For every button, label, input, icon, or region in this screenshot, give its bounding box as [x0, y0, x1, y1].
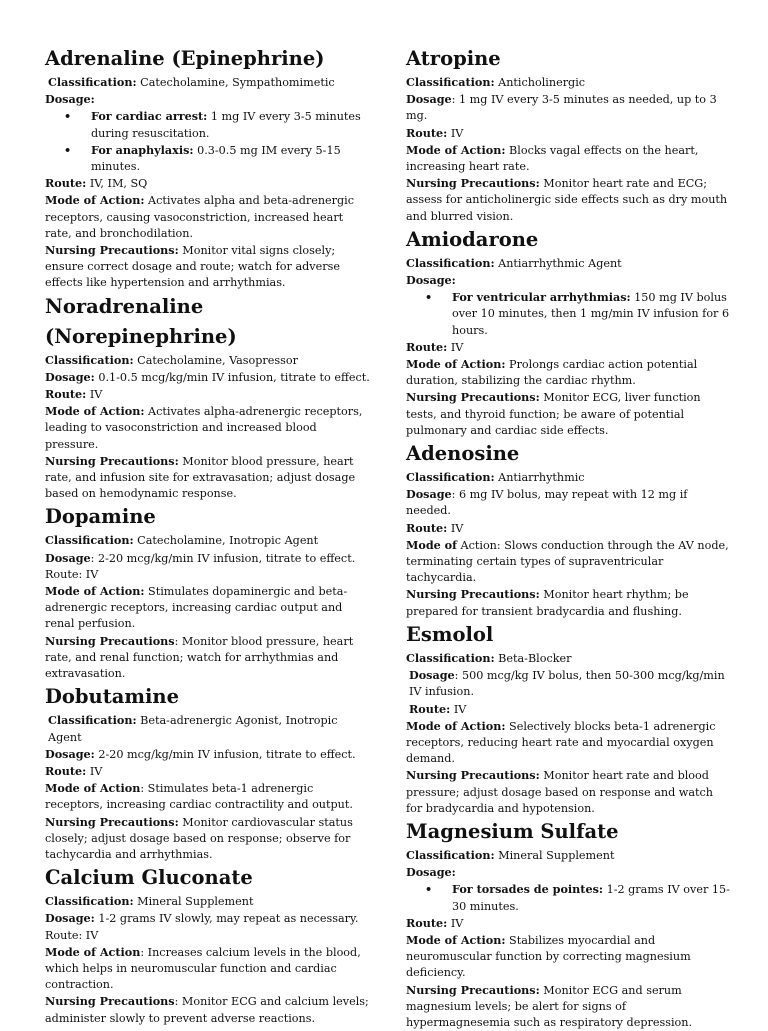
field-label: Route:: [45, 763, 87, 778]
field-label: Mode of Action: [45, 944, 141, 959]
drug-title: Calcium Gluconate: [45, 866, 253, 890]
field-value: : 500 mcg/kg IV bolus, then 50-300 mcg/kg/min IV infusion.: [409, 669, 725, 699]
field-label: Route:: [406, 520, 448, 535]
dose-label: For torsades de pointes:: [452, 882, 604, 897]
drug-info-line: [406, 650, 731, 667]
field-label: Classification:: [48, 75, 137, 89]
field-label: Mode of Action:: [45, 584, 145, 599]
field-label: Dosage:: [45, 911, 95, 926]
field-label: Dosage:: [406, 273, 456, 288]
field-label: Mode of Action:: [406, 357, 506, 372]
field-label: Mode of: [406, 537, 457, 552]
drug-section-magnesium-sulfate: [406, 817, 731, 1031]
drug-info-line: [406, 469, 731, 486]
dose-value: 1-2 grams IV over 15-30 minutes.: [452, 883, 730, 913]
drug-info-line: [45, 242, 370, 292]
drug-title: Esmolol: [406, 622, 494, 646]
field-value: Prolongs cardiac action potential duration, stabilizing the cardiac rhythm.: [406, 358, 698, 388]
field-label: Dosage: [406, 487, 452, 502]
field-value: Monitor heart rhythm; be prepared for transient bradycardia and flushing.: [406, 588, 689, 618]
field-label: Route:: [45, 387, 87, 402]
field-value: Selectively blocks beta-1 adrenergic receptors, reducing heart rate and myocardial oxygen demand.: [406, 719, 716, 766]
field-label: Nursing Precautions:: [406, 390, 540, 405]
drug-title: Adenosine: [406, 442, 520, 466]
field-value: Monitor vital signs closely; ensure correct dosage and route; watch for adverse effects like hypertension and arrhythmias.: [45, 244, 340, 290]
right-column: [406, 44, 731, 1031]
field-label: Classification:: [45, 533, 134, 548]
field-value: Monitor heart rate and blood pressure; adjust dosage based on response and watch for bradycardia and hypotension.: [406, 769, 714, 815]
drug-section-esmolol: [406, 620, 731, 817]
drug-info-line: [45, 386, 370, 403]
field-label: Dosage:: [45, 746, 95, 761]
drug-info-line: [45, 550, 370, 567]
drug-info-line: [45, 712, 370, 745]
drug-info-line: [406, 667, 731, 700]
field-label: Classification:: [406, 255, 495, 270]
field-label: Classification:: [406, 847, 495, 862]
bullet-icon: •: [64, 109, 72, 124]
field-label: Nursing Precautions:: [406, 768, 540, 783]
field-value: IV: [86, 764, 103, 778]
field-label: Dosage:: [406, 865, 456, 880]
drug-section-dobutamine: [45, 682, 370, 863]
left-column: [45, 44, 370, 1027]
field-label: Mode of Action:: [406, 718, 506, 733]
field-value: : Stimulates beta-1 adrenergic receptors, increasing cardiac contractility and output.: [45, 782, 353, 812]
dosage-list: [406, 289, 731, 339]
field-label: Nursing Precautions:: [406, 176, 540, 191]
drug-section-atropine: [406, 44, 731, 225]
drug-title: Dobutamine: [45, 685, 179, 709]
drug-section-adrenaline-epinephrine: [45, 44, 370, 292]
drug-info-line: [45, 746, 370, 763]
field-value: IV, IM, SQ: [86, 177, 148, 191]
field-value: IV: [447, 126, 464, 140]
drug-info-line: [406, 847, 731, 864]
dose-label: For cardiac arrest:: [91, 109, 208, 124]
field-value: Antiarrhythmic Agent: [494, 256, 622, 270]
drug-title: Adrenaline (Epinephrine): [45, 47, 325, 70]
drug-info-line: [45, 74, 370, 91]
dose-label: For ventricular arrhythmias:: [452, 290, 631, 305]
bullet-icon: •: [425, 882, 433, 897]
drug-info-line: [406, 339, 731, 356]
dosage-list-item: [406, 289, 731, 339]
drug-title: Magnesium Sulfate: [406, 819, 619, 843]
field-label: Classification:: [406, 470, 495, 485]
drug-info-line: [406, 389, 731, 439]
field-label: Mode of Action:: [406, 142, 506, 157]
field-value: Blocks vagal effects on the heart, increasing heart rate.: [406, 143, 699, 174]
drug-info-line: [406, 864, 731, 881]
field-label: Route:: [45, 176, 87, 191]
field-label: Dosage: [406, 92, 452, 107]
drug-info-line: [45, 633, 370, 683]
field-value: IV: [447, 521, 464, 535]
drug-title: Dopamine: [45, 505, 156, 529]
field-label: Route:: [406, 125, 448, 140]
field-label: Dosage: [409, 668, 455, 683]
drug-info-line: [45, 763, 370, 780]
drug-info-line: [45, 192, 370, 242]
drug-info-line: [45, 893, 370, 910]
drug-section-dopamine: [45, 502, 370, 682]
field-value: Catecholamine, Inotropic Agent: [133, 534, 319, 548]
drug-info-line: [406, 255, 731, 272]
drug-info-line: [45, 944, 370, 994]
field-label: Dosage:: [45, 369, 95, 384]
dose-value: 1 mg IV every 3-5 minutes during resuscitation.: [91, 110, 361, 140]
drug-info-line: [45, 814, 370, 864]
field-label: Classification:: [45, 352, 134, 367]
field-value: : Increases calcium levels in the blood, which helps in neuromuscular function and cardiac contraction.: [45, 945, 361, 992]
field-value: Activates alpha-adrenergic receptors, leading to vasoconstriction and increased blood pressure.: [45, 405, 363, 451]
field-label: Route:: [406, 339, 448, 354]
drug-section-amiodarone: [406, 225, 731, 439]
field-value: Beta-adrenergic Agonist, Inotropic Agent: [48, 714, 338, 744]
field-value: Monitor ECG, liver function tests, and thyroid function; be aware of potential pulmonary and cardiac side effects.: [406, 391, 701, 437]
drug-info-line: [45, 910, 370, 927]
field-label: Mode of Action: [45, 781, 141, 796]
drug-section-calcium-gluconate: [45, 863, 370, 1027]
bullet-icon: •: [425, 290, 433, 305]
field-value: Mineral Supplement: [133, 895, 254, 909]
field-value: IV: [450, 702, 467, 716]
drug-info-line: [45, 403, 370, 453]
dose-label: For anaphylaxis:: [91, 142, 194, 157]
field-label: Nursing Precautions:: [45, 453, 179, 468]
field-label: Route:: [409, 701, 451, 716]
field-value: IV: [447, 916, 464, 930]
field-value: 2-20 mcg/kg/min IV infusion, titrate to effect.: [94, 747, 356, 761]
field-value: : Monitor blood pressure, heart rate, and renal function; watch for arrhythmias and extravasation.: [45, 634, 354, 681]
dose-value: 150 mg IV bolus over 10 minutes, then 1 mg/min IV infusion for 6 hours.: [452, 291, 730, 337]
field-value: Monitor heart rate and ECG; assess for anticholinergic side effects such as dry mouth and blurred vision.: [406, 177, 728, 223]
drug-info-line: [45, 780, 370, 813]
drug-info-line: [45, 352, 370, 369]
drug-info-line: [406, 932, 731, 982]
field-label: Dosage:: [45, 92, 95, 107]
drug-info-line: [406, 272, 731, 289]
field-value: : 6 mg IV bolus, may repeat with 12 mg if needed.: [406, 488, 688, 518]
field-value: Monitor cardiovascular status closely; adjust dosage based on response; observe for tachycardia and arrhythmias.: [45, 815, 353, 861]
dosage-list-item: [406, 881, 731, 914]
field-value: Monitor blood pressure, heart rate, and infusion site for extravasation; adjust dosage based on hemodynamic response.: [45, 454, 356, 501]
field-value: : Monitor ECG and calcium levels; administer slowly to prevent adverse reactions.: [45, 995, 369, 1025]
field-value: Catecholamine, Vasopressor: [133, 353, 298, 367]
field-label: Classification:: [45, 894, 134, 909]
drug-info-line: [406, 767, 731, 817]
drug-title: Atropine: [406, 47, 501, 70]
drug-info-line: [406, 125, 731, 142]
field-label: Classification:: [48, 713, 137, 728]
field-label: Mode of Action:: [45, 404, 145, 419]
field-value: 0.1-0.5 mcg/kg/min IV infusion, titrate to effect.: [94, 370, 370, 384]
field-value: Activates alpha and beta-adrenergic receptors, causing vasoconstriction, increased heart rate, and bronchodilation.: [45, 194, 355, 240]
field-label: Nursing Precautions:: [406, 982, 540, 997]
drug-info-line: [406, 520, 731, 537]
drug-info-line: [406, 486, 731, 519]
field-value: IV: [86, 388, 103, 402]
drug-title: Amiodarone: [406, 227, 539, 251]
field-value: Antiarrhythmic: [494, 471, 585, 485]
drug-info-line: [406, 718, 731, 768]
drug-info-line: [45, 928, 370, 944]
field-value: : 2-20 mcg/kg/min IV infusion, titrate to effect.: [90, 551, 356, 565]
drug-info-line: [45, 993, 370, 1026]
field-value: Catecholamine, Sympathomimetic: [136, 76, 335, 89]
drug-info-line: [406, 701, 731, 718]
dosage-list: [45, 108, 370, 175]
field-value: Route: IV: [45, 928, 99, 942]
field-value: Stimulates dopaminergic and beta-adrenergic receptors, increasing cardiac output and renal perfusion.: [45, 585, 348, 631]
field-label: Classification:: [406, 650, 495, 665]
drug-info-line: [45, 567, 370, 583]
field-value: Mineral Supplement: [494, 848, 615, 862]
drug-section-adenosine: [406, 439, 731, 620]
field-label: Nursing Precautions:: [45, 243, 179, 258]
field-label: Dosage: [45, 550, 91, 565]
drug-info-line: [406, 356, 731, 389]
dose-value: 0.3-0.5 mg IM every 5-15 minutes.: [91, 143, 341, 174]
field-label: Route:: [406, 915, 448, 930]
field-value: Stabilizes myocardial and neuromuscular function by correcting magnesium deficiency.: [406, 933, 691, 980]
drug-info-line: [406, 91, 731, 124]
drug-info-line: [45, 453, 370, 503]
dosage-list-item: [45, 108, 370, 141]
drug-info-line: [45, 532, 370, 549]
field-value: Route: IV: [45, 567, 99, 581]
field-value: 1-2 grams IV slowly, may repeat as necessary.: [94, 912, 359, 926]
bullet-icon: •: [64, 142, 72, 157]
field-value: Monitor ECG and serum magnesium levels; be alert for signs of hypermagnesemia such as respiratory depression.: [406, 983, 693, 1029]
drug-info-line: [406, 915, 731, 932]
drug-info-line: [406, 586, 731, 619]
drug-section-noradrenaline-norepinephrine: [45, 292, 370, 503]
drug-info-line: [45, 583, 370, 633]
drug-info-line: [406, 175, 731, 225]
field-label: Nursing Precautions: [45, 633, 175, 648]
field-label: Nursing Precautions:: [406, 587, 540, 602]
field-label: Nursing Precautions: [45, 994, 175, 1009]
dosage-list: [406, 881, 731, 914]
drug-info-line: [45, 175, 370, 192]
field-value: Beta-Blocker: [494, 651, 572, 665]
field-value: IV: [447, 340, 464, 354]
field-value: : 1 mg IV every 3-5 minutes as needed, up to 3 mg.: [406, 93, 717, 123]
field-value: Action: Slows conduction through the AV node, terminating certain types of supraventricular tachycardia.: [406, 538, 729, 585]
drug-info-line: [45, 369, 370, 386]
field-value: Anticholinergic: [494, 76, 586, 89]
drug-info-line: [406, 74, 731, 91]
dosage-list-item: [45, 142, 370, 175]
drug-info-line: [45, 91, 370, 108]
field-label: Nursing Precautions:: [45, 814, 179, 829]
field-label: Classification:: [406, 75, 495, 89]
drug-info-line: [406, 537, 731, 587]
drug-info-line: [406, 142, 731, 175]
field-label: Mode of Action:: [45, 193, 145, 208]
drug-title: Noradrenaline (Norepinephrine): [45, 294, 237, 348]
field-label: Mode of Action:: [406, 932, 506, 947]
